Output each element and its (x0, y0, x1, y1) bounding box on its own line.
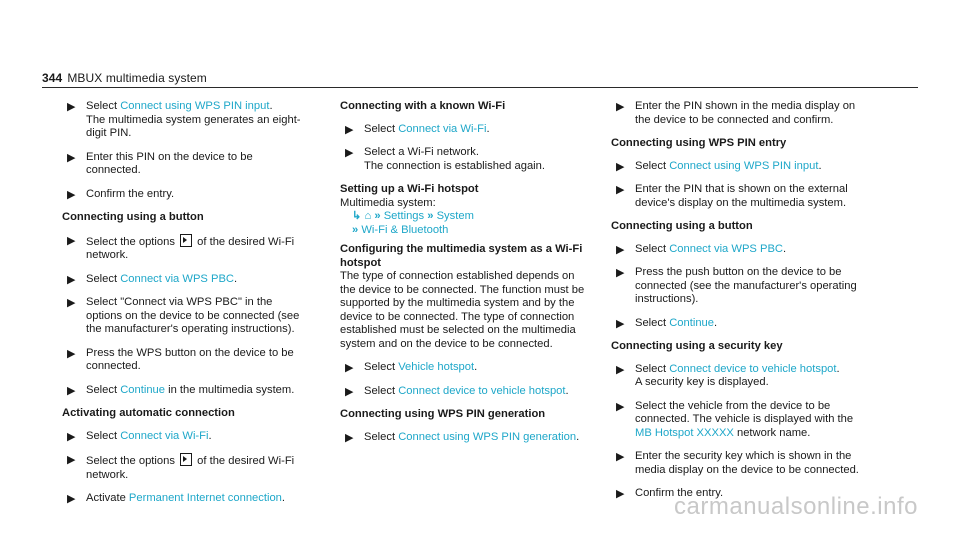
step-bullet-icon: ▶ (616, 451, 625, 463)
step-bullet-icon: ▶ (345, 147, 354, 159)
section-heading: Connecting using a button (611, 220, 753, 232)
paragraph: The type of connection established depends on the device to be connected. The function must be supported by the multimedia system and by the device to be connected. The type of connection established must be selected on the multimedia system and on the device to be connected. (340, 270, 585, 350)
chapter-title: MBUX multimedia system (67, 71, 207, 85)
step-bullet-icon: ▶ (345, 123, 354, 136)
step-bullet-icon: ▶ (67, 347, 76, 360)
step-bullet-icon: ▶ (345, 362, 354, 374)
link[interactable]: Connect using WPS PIN input (669, 159, 819, 172)
step-bullet-icon: ▶ (67, 234, 76, 247)
section-heading: Connecting using WPS PIN generation (340, 408, 546, 420)
step: ▶ Select the options of the desired Wi-Fi network. (67, 454, 295, 481)
step: ▶ Select Continue. (616, 316, 718, 330)
link[interactable]: Connect device to vehicle hotspot (669, 362, 837, 375)
page-header (42, 71, 207, 85)
menu-path (340, 210, 588, 224)
section-heading: Activating automatic connection (62, 407, 235, 419)
section-heading: Connecting with a known Wi-Fi (340, 100, 506, 112)
step-bullet-icon: ▶ (67, 297, 76, 309)
paragraph: Multimedia system: (340, 196, 436, 209)
step: ▶ Select Connect device to vehicle hotspot. A security key is displayed. (616, 362, 840, 388)
home-icon: ⌂ (364, 210, 372, 222)
options-icon (180, 453, 192, 466)
step: ▶ Press the push button on the device to be connected (see the manufacturer's operating instructions). (616, 266, 857, 305)
step: ▶ Select a Wi-Fi network. The connection is established again. (345, 146, 545, 172)
step: ▶ Select Continue in the multimedia system. (67, 383, 295, 397)
section-heading: Connecting using a button (62, 211, 204, 223)
header-rule (42, 87, 918, 88)
step: ▶ Enter the PIN shown in the media display on the device to be connected and confirm. (616, 100, 856, 126)
link[interactable]: Connect via WPS PBC (120, 272, 234, 285)
path-item[interactable]: Wi-Fi & Bluetooth (361, 223, 449, 236)
step: ▶ Activate Permanent Internet connection. (67, 492, 286, 505)
step: ▶ Select Connect via WPS PBC. (67, 272, 238, 286)
step-bullet-icon: ▶ (616, 184, 625, 196)
step: ▶ Confirm the entry. (67, 187, 175, 201)
column-1 (62, 100, 310, 516)
link[interactable]: Connect via Wi-Fi (120, 429, 209, 442)
column-2 (340, 100, 588, 454)
step: ▶ Select Connect via Wi-Fi. (345, 122, 490, 136)
step-bullet-icon: ▶ (616, 101, 625, 113)
step-bullet-icon: ▶ (616, 488, 625, 500)
column-3 (611, 100, 859, 511)
step: ▶ Enter the PIN that is shown on the external device's display on the multimedia system. (616, 183, 848, 209)
step: ▶ Select the vehicle from the device to be connected. The vehicle is displayed with the MB Hotspot XXXXX network name. (616, 399, 854, 439)
step-bullet-icon: ▶ (67, 101, 76, 113)
step: ▶ Press the WPS button on the device to be connected. (67, 346, 294, 372)
section-heading: Connecting using WPS PIN entry (611, 137, 787, 149)
section-heading: Configuring the multimedia system as a Wi-Fi hotspot (340, 243, 583, 269)
step-bullet-icon: ▶ (67, 151, 76, 164)
step-bullet-icon: ▶ (616, 267, 625, 279)
chevron-right-icon: » (374, 210, 381, 222)
step-bullet-icon: ▶ (67, 454, 76, 466)
step-bullet-icon: ▶ (67, 384, 76, 397)
step: ▶ Select Connect using WPS PIN generation. (345, 430, 580, 444)
step: ▶ Select Connect via WPS PBC. (616, 242, 787, 256)
menu-path (340, 224, 588, 238)
link[interactable]: Vehicle hotspot (398, 361, 475, 373)
chevron-right-icon: » (352, 223, 359, 236)
section-heading: Setting up a Wi-Fi hotspot (340, 183, 479, 195)
step-bullet-icon: ▶ (616, 160, 625, 173)
step-bullet-icon: ▶ (67, 493, 76, 505)
step: ▶ Enter the security key which is shown in the media display on the device to be connected. (616, 450, 859, 476)
path-item[interactable]: System (436, 210, 474, 222)
step: ▶ Select Vehicle hotspot. (345, 361, 478, 374)
page-number: 344 (42, 71, 63, 85)
watermark: carmanualsonline.info (674, 493, 918, 520)
step: ▶ Select Connect via Wi-Fi. (67, 429, 212, 443)
link[interactable]: Connect via Wi-Fi (398, 122, 487, 135)
step-bullet-icon: ▶ (67, 188, 76, 201)
step: ▶ Select Connect using WPS PIN input. The multimedia system generates an eight-digit PIN. (67, 100, 301, 139)
step: ▶ Confirm the entry. (616, 487, 724, 500)
link[interactable]: Continue (120, 383, 165, 396)
step: ▶ Select Connect device to vehicle hotspot. (345, 384, 569, 398)
step: ▶ Enter this PIN on the device to be connected. (67, 150, 253, 176)
chevron-right-icon: » (427, 210, 434, 222)
link[interactable]: Connect via WPS PBC (669, 242, 783, 255)
options-icon (180, 234, 192, 247)
step: ▶ Select "Connect via WPS PBC" in the options on the device to be connected (see the manufacturer's operating instructions). (67, 296, 300, 335)
section-heading: Connecting using a security key (611, 340, 783, 352)
step-bullet-icon: ▶ (616, 400, 625, 413)
link[interactable]: Connect using WPS PIN input (120, 100, 270, 112)
link[interactable]: MB Hotspot XXXXX (635, 426, 734, 439)
step-bullet-icon: ▶ (67, 430, 76, 443)
link[interactable]: Continue (669, 316, 714, 329)
path-item[interactable]: Settings (383, 210, 425, 222)
link[interactable]: Permanent Internet connection (128, 492, 282, 504)
step-bullet-icon: ▶ (616, 317, 625, 330)
step: ▶ Select Connect using WPS PIN input. (616, 159, 822, 173)
step-bullet-icon: ▶ (345, 385, 354, 398)
step-bullet-icon: ▶ (616, 363, 625, 376)
step: ▶ Select the options of the desired Wi-Fi network. (67, 234, 295, 261)
path-arrow-icon: ↳ (352, 210, 362, 222)
step-bullet-icon: ▶ (345, 431, 354, 444)
step-bullet-icon: ▶ (616, 243, 625, 256)
step-bullet-icon: ▶ (67, 273, 76, 286)
link[interactable]: Connect using WPS PIN generation (398, 430, 577, 443)
link[interactable]: Connect device to vehicle hotspot (398, 384, 566, 397)
